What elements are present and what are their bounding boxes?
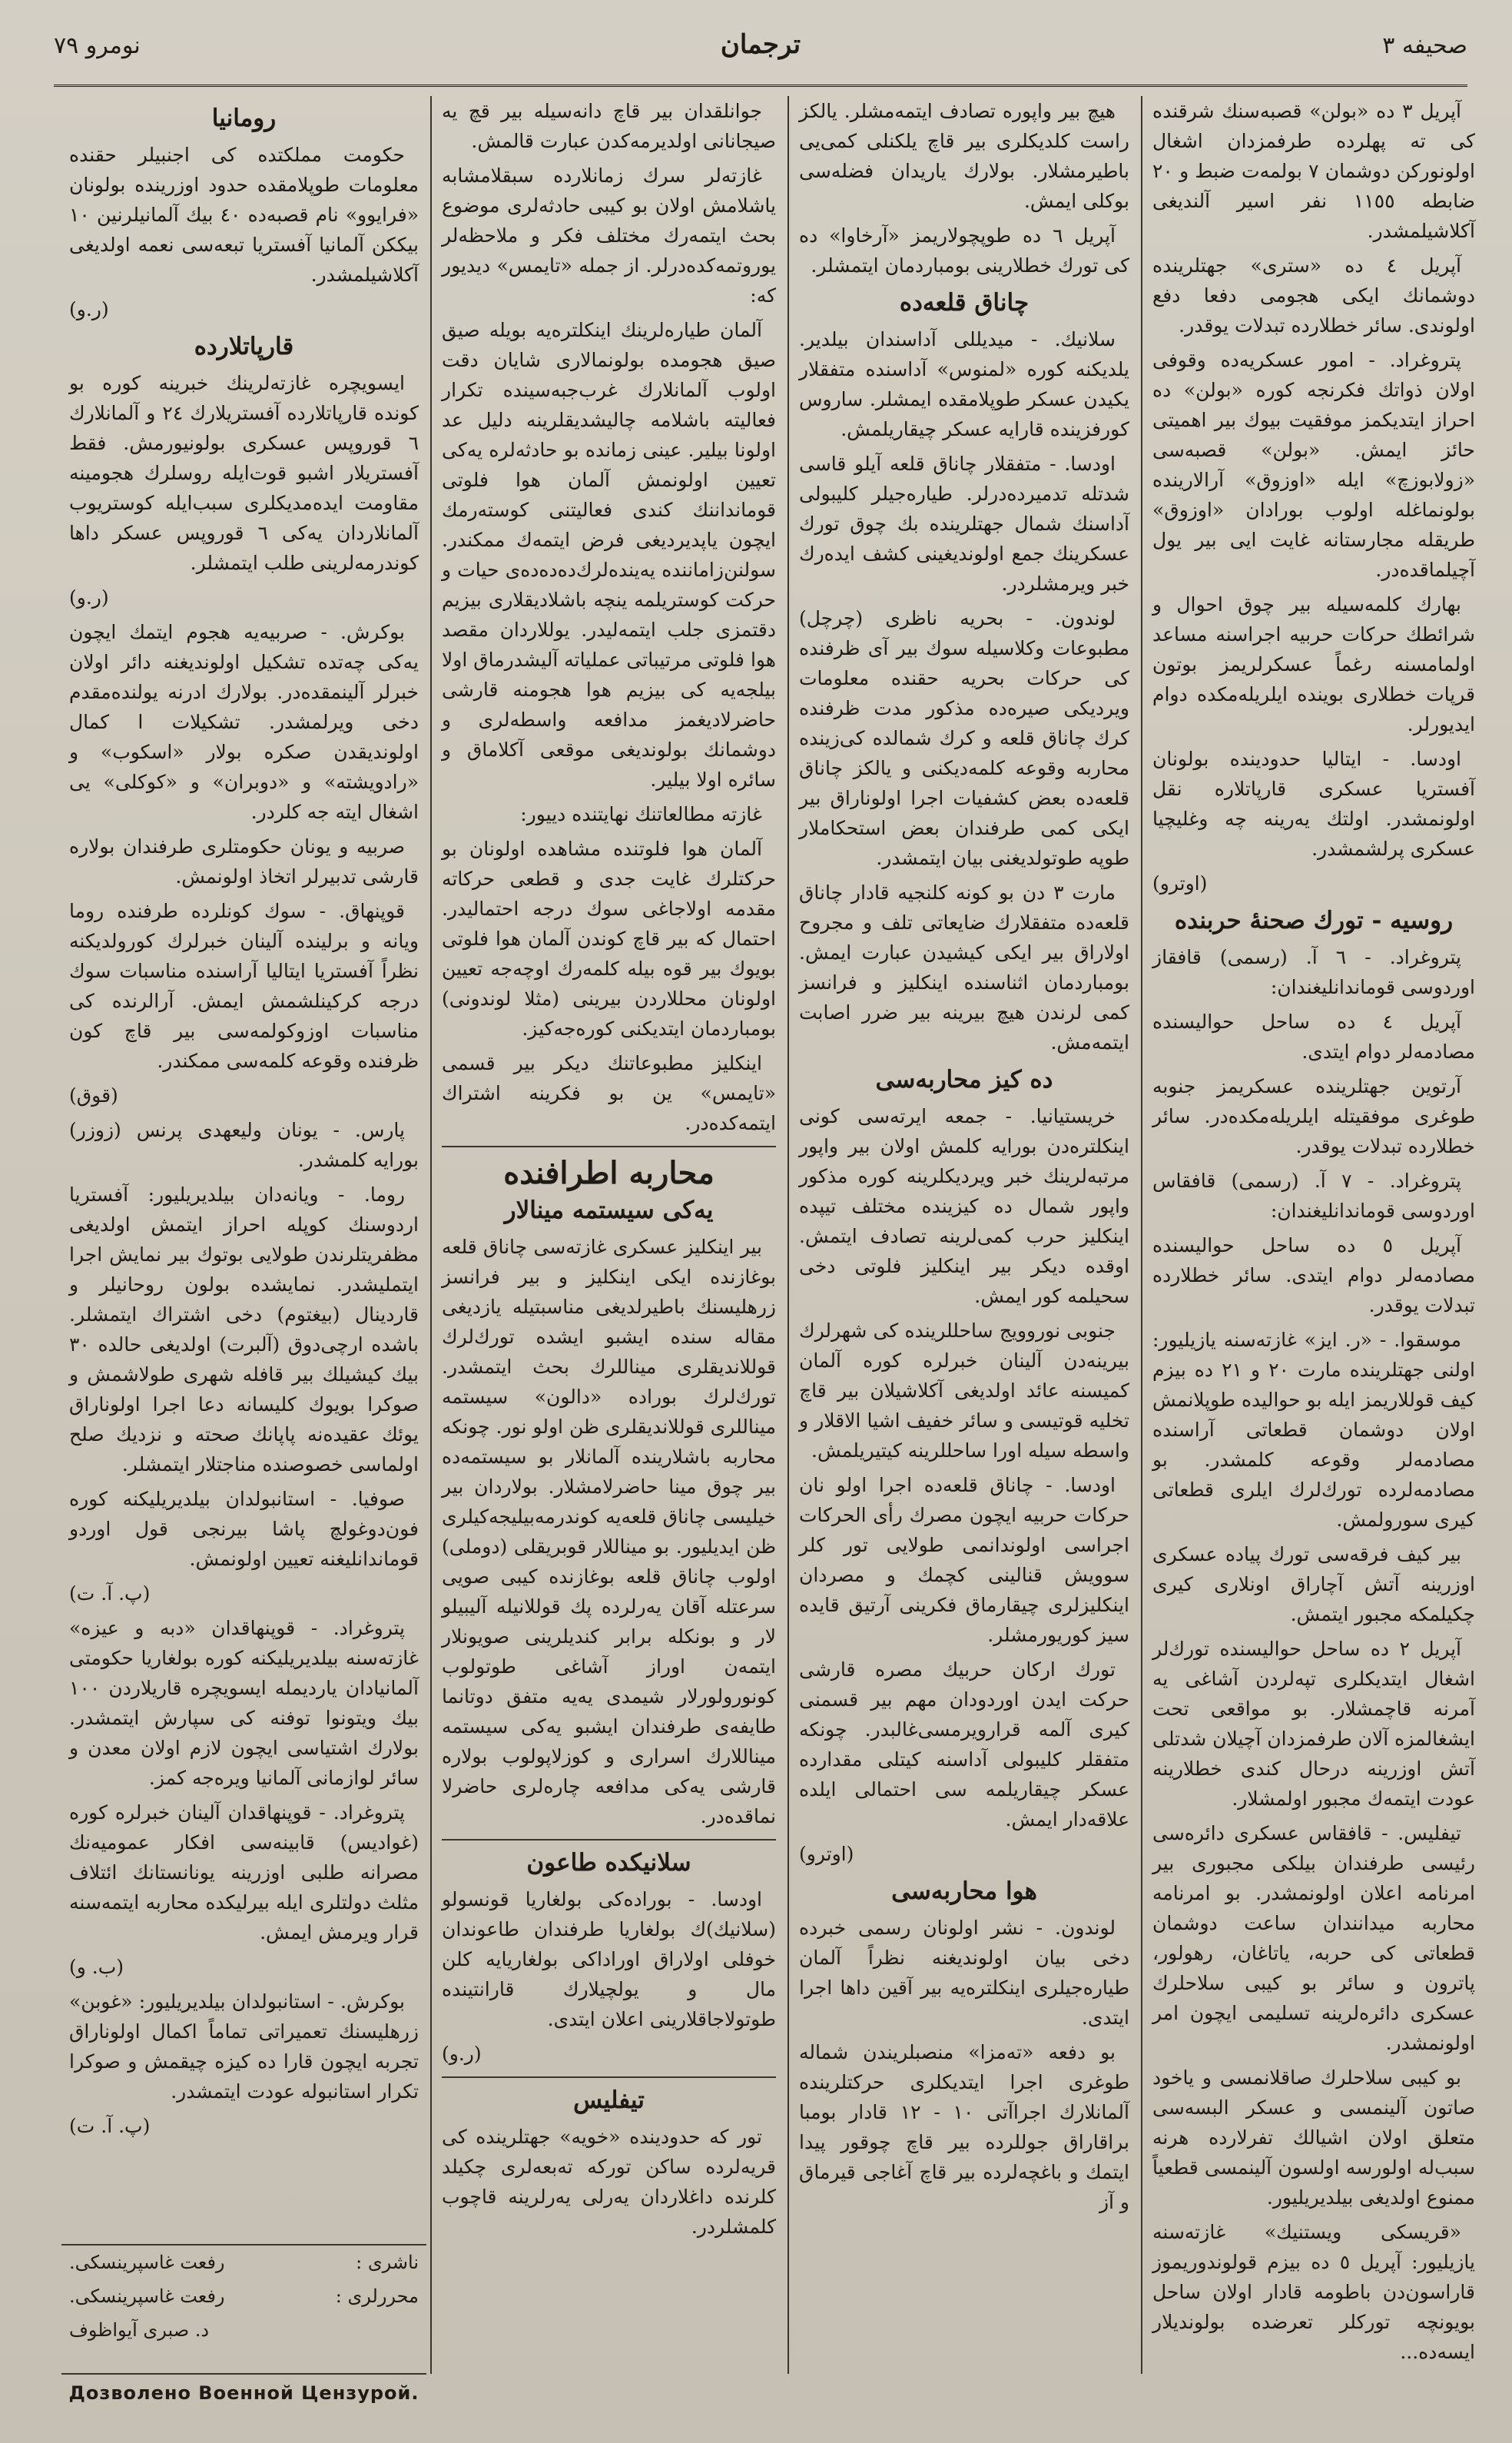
section-divider (442, 2076, 776, 2078)
news-source: (اوترو) (799, 1843, 854, 1865)
news-source: (پ. آ. ت) (69, 2115, 151, 2137)
news-source: (پ. آ. ت) (69, 1582, 151, 1605)
news-source: (ب. و) (69, 1956, 124, 1978)
article-paragraph: آپریل ٤ ده ساحل حوالیسنده مصادمه‌لر دوام ایتدی. (1152, 1011, 1475, 1063)
imprint (61, 2244, 426, 2375)
article-paragraph: تیفلیس. - قافقاس عسكری دائره‌سی رئیسی طرفندان بیلكی مجبوری بیر امرنامه اعلان اولونمشدر. بو امرنامه محاربه میدانندان ساعت دوشمان قطعاتی كی حربه، یاتاغان، رهولور، پاترون و سائر بو كیبی سلاحلرك عسكری دائره‌لرینه تسلیمی ایچون امر اولونمشدر. (1152, 1822, 1475, 2054)
editor-name: رفعت غاسپرینسكی. (69, 2285, 225, 2307)
article-paragraph: پتروغراد. - ٦ آ. (رسمی) قافقاز اوردوسی قوماندانلیغندان: (1152, 946, 1475, 998)
article-paragraph: بوكرش. - استانبولدان بیلدیریلیور: «غوبن» زرهلیسنك تعمیراتی تماماً اكمال اولوناراق تجربه ایچون قارا ده كیزه چیقمش و صوكرا تكرار استانبوله عودت ایتمشدر. (69, 1990, 419, 2103)
article-paragraph: پتروغراد. - امور عسكریه‌ده وقوفی اولان ذواتك فكرنجه كوره «بولن» ده احراز ایتدیكمز موفقیت بیوك بیر اهمیتی حائز ایمش. «بولن» قصبه‌سی «زولابوزچ» ایله «اوزوق» آرالارینده بولونماغله اولوب بورادان «اوزوق» طریقله مجارستانه غایت ایی بیر یول آچیلماقده‌در. (1152, 349, 1475, 581)
article-headline: چاناق قلعه‌ده (899, 289, 1030, 317)
article-headline: قارپاتلارده (194, 333, 294, 360)
column-rule (1141, 96, 1142, 2374)
column-1 (1145, 96, 1483, 2374)
editors-label: محررلری : (335, 2285, 419, 2307)
news-source: (اوترو) (1152, 872, 1208, 895)
article-paragraph: ایسویچره غازته‌لرینك خبرینه كوره بو كونده قارپاتلارده آفستریلارك ٢٤ و آلمانلارك ٦ قوروپس عسكری بولونیورمش. فقط آفستریلار اشبو قوت‌ایله روسلرك هجومینه مقاومت ایده‌مدیكلری سبب‌ایله كوستریوب آلمانلاردان یه‌كی ٦ قوروپس عسكر داها كوندرمه‌لرینی طلب ایتمشلر. (69, 372, 419, 574)
article-paragraph: صوفیا. - استانبولدان بیلدیریلیكنه كوره فون‌دوغولچ پاشا بیرنجی قول اوردو قوماندانلیغنه تعیین اولونمش. (69, 1488, 419, 1570)
article-paragraph: مارت ٣ دن بو كونه كلنجیه قادار چاناق قلعه‌ده متفقلارك ضایعاتی تلف و مجروح اولاراق بیر ایكی كیشیدن عبارت ایمش. بومباردمان اثناسنده اینكلیز و فرانسز كمی لرندن هیچ بیرینه بیر ضرر اصابت ایتمه‌مش. (799, 881, 1129, 1054)
article-paragraph: آلمان هوا فلوتنده مشاهده اولونان بو حركتلرك غایت جدی و قطعی حركاته مقدمه اولاجاغی سوك درجه احتمالیدر. احتمال كه بیر قاچ كوندن آلمان هوا فلوتی بویوك بیر قوه بیله كلمه‌رك اوچه‌جه تعیین اولونان محللاردن بیرینی (مثلا لوندونی) بومباردمان ایتدیكنی كوره‌جه‌كیز. (442, 838, 776, 1040)
news-source: (قوق) (69, 1084, 118, 1107)
page-number: صحیفه ٣ (1382, 32, 1467, 59)
article-paragraph: تورك ارکان حربیك مصره قارشی حركت ایدن اوردودان مهم بیر قسمنی كیری آلمه قرارویرمسی‌غالبدر. چونكه متفقلر كلیبولی آداسنه كیتلی مقدارده عسكر چیقاریلمه سی احتمالی ایلده علاقه‌دار ایمش. (799, 1658, 1129, 1831)
article-headline: روسیه - تورك صحنهٔ حربنده (1174, 907, 1454, 934)
column-3 (434, 96, 784, 2374)
article-headline: رومانیا (211, 105, 277, 132)
article-paragraph: آلمان طیاره‌لرینك اینكلتره‌یه بویله صیق صیق هجومده بولونمالاری شایان دقت اولوب آلمانلارك غرب‌جبه‌سینده تكرار فعالیته باشلامه چالیشدیقلرینه دلیل عد اولونا بیلیر. عینی زمانده بو حادثه‌لره یه‌كی تعیین اولونمش آلمان هوا فلوتی قومانداننك كندی فعالیتنی كوسته‌رمك ایچون یاپدیردیغی فرض ایتمه‌ك ممكندر. سولنن‌زاماننده یه‌ینده‌لرك‌ده‌ده‌ده‌ی حیات و حركت كوستریلمه‌ ینچه باشلادیقلاری بیزیم دقتمزی جلب ایتمه‌لیدر. یوللاردان مقصد هوا فلوتی مرتیباتی عملیاته آلیشدرماق اولا بیلجه‌یه كی بیزیم هوا هجومنه قارشی حاضرلادیغمز مدافعه واسطه‌لری و دوشمانك بولوندیغی موقعی آكلاماق و سائره اولا بیلیر. (442, 319, 776, 791)
article-paragraph: صربیه و یونان حكومتلری طرفندان بولاره قارشی تدبیرلر اتخاذ اولونمش. (69, 835, 419, 888)
article-headline: یه‌كی سیستمه مینالار (504, 1197, 714, 1224)
article-paragraph: موسقوا. - «ر. ایز» غازته‌سنه یازیلیور: اولنی جهتلرینده مارت ٢٠ و ٢١ ده بیزم كیف قوللاریمز ایله بو حوالیده طوپلانمش اولان دوشمان قطعاتی آراسنده مصادمه‌لر وقوعه كلمشدر. بو مصادمه‌لرده تورك‌لرك ایلری قطعاتی كیری سورولمش. (1152, 1329, 1475, 1531)
article-headline: تیفلیس (573, 2086, 645, 2114)
article-paragraph: بو كیبی سلاحلرك صاقلانمسی و یاخود صاتون آلینمسی و عسكر البسه‌سی متعلق اولان اشیالك تفرلارده هرنه سبب‌له اولورسه اولسون آلینمسی قطعیاً ممنوع اولدیغی بیلدیریلیور. (1152, 2066, 1475, 2209)
article-paragraph: آپریل ٣ ده «بولن» قصبه‌سنك شرقنده كی ته پهلرده طرفمزدان اشغال اولونوركن دوشمان ٧ بولمه‌ت ضبط و ٢٠ ضابطه ١١٥٥ نفر اسیر آلندیغی آكلاشیلمشدر. (1152, 100, 1475, 242)
article-headline: ده كیز محاربه‌سی (875, 1066, 1053, 1094)
article-paragraph: بو دفعه «تەمزا» منصبلریندن شماله طوغری اجرا ایتدیكلری حركتلرینده آلمانلارك اجراآتی ١٠ - ١٢ قادار بومبا براقاراق جوللرده بیر قاچ چوقور پیدا ایتمك و باغچه‌لرده بیر قاچ آغاجی قیرماق و آز (799, 2041, 1129, 2213)
article-paragraph: پارس. - یونان ولیعهدی پرنس (زوزر) بورایه كلمشدر. (69, 1119, 419, 1171)
article-paragraph: آپریل ٥ ده ساحل حوالیسنده مصادمه‌لر دوام ایتدی. سائر خطلارده تبدلات یوقدر. (1152, 1234, 1475, 1316)
paper-name: ترجمان (720, 29, 801, 60)
column-4 (61, 96, 426, 2374)
editor-name: د. صبری آیواظوف (69, 2319, 210, 2341)
article-paragraph: بیر اینكلیز عسكری غازته‌سی چاناق قلعه بوغازنده ایكی اینكلیز و بیر فرانسز زرهلیسنك باطیرلدیغی مناسبتیله یازدیغی مقاله سنده ایشبو ایشده تورك‌لرك قوللاندیقلری میناللرك بحث ایتمشدر. تورك‌لرك بوراده «دالون» سیستمه میناللری قوللاندیقلری ظن اولو نور. چونكه محاربه باشلارینده آلمانلار بو سیستمه‌ده بیر چوق مینا حاضرلامشلار. بولاردان بیر خیلیسی چاناق قلعه‌یه كوندرمه‌بیلیجه‌كیلری ظن ایدیلیور. بو میناللار قوبریقلی (دوملی) اولوب چاناق قلعه بوغازنده كیبی صویی سرعتله آقان یه‌رلرده پك قوللانیله آلیبیلو لار و بونكله برابر كندیلرینی صویونلار ایتمه‌ن اوراز آشاغی طوتولوب كونورولورلار شیمدی یه‌یه متفق دوتانما طایفه‌ی طرفندان ایشبو یه‌كی سیستمه میناللارك اسراری و كوزلاپولوب بولاره قارشی یه‌كی مدافعه چاره‌لری حاضرلا نماقده‌در. (442, 1236, 776, 1827)
news-source: (ر.و) (69, 298, 109, 320)
article-paragraph: غازته مطالعاتنك نهایتنده دییور: (520, 803, 762, 825)
article-paragraph: سلانیك. - میدیللی آداسندان بیلدیر. یلدیكنه كوره «لمنوس» آداسنده متفقلار یكیدن عسكر طوپلامقده ایمشلر. ساروس كورفزینده قارایه عسكر چیقاریلمش. (799, 328, 1129, 440)
column-rule (788, 96, 789, 2374)
article-paragraph: بیر كیف فرقه‌سی تورك پیاده عسكری اوزرینه آتش آچاراق اونلاری كیری چكیلمكه مجبور ایتمش. (1152, 1543, 1475, 1625)
article-paragraph: آپریل ٤ ده «ستری» جهتلرینده دوشمانك ایكی هجومی دفعا دفع اولوندی. سائر خطلارده تبدلات یوقدر. (1152, 254, 1475, 337)
article-paragraph: خریستیانیا. - جمعه ایرته‌سی كونی اینكلتره‌دن بورایه كلمش اولان بیر واپور مرتبه‌لرینك خبر ویردیكلرینه كوره مذكور واپور شمال ده كیزینده مختلف تیپده اینكلیز حرب كمی‌لرینه تصادف ایتمش. اوقده دیكر بیر اینكلیز فلوتی دخی سحیلمه كور ایمش. (799, 1105, 1129, 1307)
news-source: (ر.و) (442, 2043, 482, 2065)
article-paragraph: اودسا. - متفقلار چاناق قلعه آیلو قاسی شدتله تدمیرده‌درلر. طیاره‌جیلر كلیبولی آداسنك شمال جهتلرینده بك چوق تورك عسكرینك جمع اولوندیغینی كشف ایده‌رك خبر ویرمشلردر. (799, 453, 1129, 595)
article-paragraph: اودسا. - بوراده‌كی بولغاریا قونسولو (سلانیك)ك بولغاریا طرفندان طاعوندان خوفلی اولاراق اوراداكی بولغاریایه كلن مال و یولچیلارك قارانتینده طوتولاجاقلارینی اعلان ایتدی. (442, 1888, 776, 2030)
publisher-name: رفعت غاسپرینسكی. (69, 2252, 225, 2273)
issue-number: نومرو ٧٩ (54, 32, 141, 59)
article-paragraph: بهارك كلمه‌سیله بیر چوق احوال و شرائطك حركات حربیه اجراسنه مساعد اولمامسنه رغماً عسكرلریمز بوتون قرپات خطلاری بوینده ایلریله‌مكده دوام ایدیورلر. (1152, 593, 1475, 735)
article-paragraph: پتروغراد. - قوپنهاقدان آلینان خبرلره كوره (غوادیس) قابینه‌سی افكار عمومیه‌نك مصرانه طلبی اوزرینه یونانستانك ائتلاف مثلث دولتلری ایله بیرلیكده محاربه ایتمه‌سنه قرار ویرمش ایمش. (69, 1801, 419, 1943)
article-paragraph: آپریل ٢ ده ساحل حوالیسنده تورك‌لر اشغال ایتدیكلری تپه‌لردن آشاغی یه آمرنه قاچمشلار. بو مواقعی تحت ایشغالمزه آلان طرفمزدان آچیلان شدتلی آتش اوزرینه درحال كندی خطلارینه عودت ایتمه‌ك مجبور اولمشلار. (1152, 1638, 1475, 1810)
article-paragraph: آرتوین جهتلرینده عسكریمز جنوبه طوغری موفقیتله ایلریله‌مكده‌در. سائر خطلارده تبدلات یوقدر. (1152, 1075, 1475, 1157)
section-heading: محاربه اطرافنده (503, 1155, 715, 1191)
article-paragraph: آپریل ٦ ده طوپچولاریمز «آرخاوا» ده كی تورك خطلارینی بومباردمان ایتمشلر. (799, 224, 1129, 277)
article-paragraph: پتروغراد. - قوپنهاقدان «دبه و عیزه» غازته‌سنه بیلدیریلیكنه كوره بولغاریا حكومتی آلمانیادان یاردیمله ایسویچره قاریلاردن ١٠٠ بیك ویتونوا توفنه كی سپارش ایتمشدر. بولارك اشتیاسی ایچون لازم اولان معدن و سائر لوازمانی آلمانیا ویره‌جه كمز. (69, 1617, 419, 1789)
article-paragraph: قوپنهاق. - سوك كونلرده طرفنده روما ویانه و برلینده آلینان خبرلرك كورولدیكنه نظراً آفستریا ایتالیا آراسنده مناسبات سوك درجه كركینلشمش ایمش. آرالرنده كی مناسبات اوزوكولمه‌سی بیر قاچ كون ظرفنده وقوعه كلمه‌سی ممكندر. (69, 900, 419, 1072)
article-headline: سلانیكده طاعون (526, 1849, 691, 1877)
article-paragraph: حكومت مملكتده كی اجنبیلر حقنده معلومات طوپلامقده حدود اوزرینده بولونان «فرایوو» نام قصبه‌ده ٤٠ بیك آلمانیلرنین ١٠ بیككن آلمانیا آفستریا تبعه‌سی نعمه اولدیغی آكلاشیلمشدر. (69, 144, 419, 286)
article-paragraph: لوندون. - نشر اولونان رسمی خبرده دخی بیان اولوندیغنه نظراً آلمان طیاره‌جیلری اینكلتره‌یه بیر آقین داها اجرا ایتدی. (799, 1917, 1129, 2029)
article-paragraph: «قریسكی ویستنیك» غازته‌سنه یازیلیور: آپریل ٥ ده بیزم قولوندوریموز قاراسون‌دن باطومه قادار اولان ساحل بویونچه توركلر تعرضده بولوندیلار ایسه‌ده... (1152, 2221, 1475, 2363)
censor-note: Дозволено Военной Цензурой. (68, 2382, 419, 2404)
article-paragraph: جوانلقدان بیر قاچ دانه‌سیله بیر قچ یه صیجانانی اولدیرمه‌كدن عبارت قالمش. (442, 100, 776, 152)
column-2 (791, 96, 1137, 2374)
article-paragraph: اودسا. - چاناق قلعه‌ده اجرا اولو نان حركات حربیه ایچون مصرك رأی الحركات اجراسی اولوندانمی طولایی تور كلر سوویش قنالینی كچمك و مصردان اینكلیزلری چیقارماق فكرینی آرتیق قایده سیز كوریورمشلر. (799, 1474, 1129, 1646)
article-paragraph: روما. - ویانه‌دان بیلدیریلیور: آفستریا اردوسنك كوپله احراز ایتمش اولدیغی مظفریتلرندن طولایی بوتوك بیر نمایش اجرا ایتملیشدر. نمایشده بولون روحانیلر و قاردینال (بیغتوم) دخی اشتراك ایتمشلر. باشده ارچی‌دوق (آلبرت) اولدیغی حالده ٣٠ بیك كیشیلك بیر قافله شهری طولاشمش و صوكرا بویوك كلیسانه دعا اجرا اولوناراق یوئك عقیده‌نه پاپانك صحته و نزدیك صلح اولماسی خصوصنده مناجتلار ایتمشلر. (69, 1183, 419, 1475)
section-divider (442, 1839, 776, 1841)
article-paragraph: اینكلیز مطبوعاتنك دیكر بیر قسمی «تایمس» ین بو فكرینه اشتراك ایتمه‌كده‌در. (442, 1052, 776, 1134)
article-paragraph: غازته‌لر سرك زمانلارده سبقلامشابه یاشلامش اولان بو كیبی حادثه‌لری موضوع بحث ایتمه‌رك مختلف فكر و ملاحظه‌لر یوروتمه‌كده‌درلر. از جمله «تایمس» دیدیور كه: (442, 164, 776, 307)
article-paragraph: تور كه حدودینده «خویه» جهتلرینده كی قریه‌لرده ساكن توركه ته‌بعه‌لری چكیلد كلرنده داغلاردان یه‌رلی یه‌رلرینه قاچوب كلمشلردر. (442, 2126, 776, 2238)
article-paragraph: اودسا. - ایتالیا حدودینده بولونان آفستریا عسكری قارپاتلاره نقل اولونمشدر. اولتك یه‌رینه چه وغلیچیا عسكری پرلشمشدر. (1152, 748, 1475, 860)
section-divider (442, 1146, 776, 1147)
publisher-label: ناشری : (356, 2252, 419, 2273)
masthead (54, 23, 1467, 87)
article-paragraph: لوندون. - بحریه ناظری (چرچل) مطبوعات وكلاسیله سوك بیر آی ظرفنده كی حركات بحریه حقنده معلومات ویردیكی صیره‌ده مذكور مدت ظرفنده كرك چاناق قلعه و كرك شمالده كی‌زینده محاربه وقوعه كلمه‌دیكنی و یالكز چاناق قلعه‌ده بعض كشفیات اجرا اولوناراق بیر ایكی كمی طرفندان بعض استحكاملار طوپه طوتولدیغنی بیان ایتمشدر. (799, 607, 1129, 869)
article-paragraph: جنوبی نوروویج ساحللرینده كی شهرلرك بیرینه‌دن آلینان خبرلره كوره آلمان كمیسنه عائد اولدیغی آكلاشیلان بیر قاچ تخلیه قوتیسی و سائر خفیف اشیا الاقلار و واسطه سیله اورا ساحللرینه كیتیریلمش. (799, 1319, 1129, 1462)
article-paragraph: بوكرش. - صربیه‌یه هجوم ایتمك ایچون یه‌كی چه‌تده تشكیل اولوندیغنه دائر اولان خبرلر آلینمقده‌در. بولارك ادرنه یولنده‌مقدم دخی ویرلمشدر. تشكیلات ا كمال اولوندیقدن صكره بولار «اسكوب» و «رادویشته» و «دوبران» و «كوكلی» یی اشغال ایته جه كلردر. (69, 621, 419, 823)
article-paragraph: هیچ بیر واپوره تصادف ایتمه‌مشلر. یالكز راست كلدیكلری بیر قاچ یلكنلی كمی‌یی باطیرمشلار. بولارك یاریدان فضله‌سی بوكلی ایمش. (799, 100, 1129, 212)
news-source: (ر.و) (69, 586, 109, 609)
article-headline: هوا محاربه‌سی (891, 1877, 1037, 1905)
column-rule (430, 96, 432, 2374)
article-paragraph: پتروغراد. - ٧ آ. (رسمی) قافقاس اوردوسی قوماندانلیغندان: (1152, 1170, 1475, 1222)
